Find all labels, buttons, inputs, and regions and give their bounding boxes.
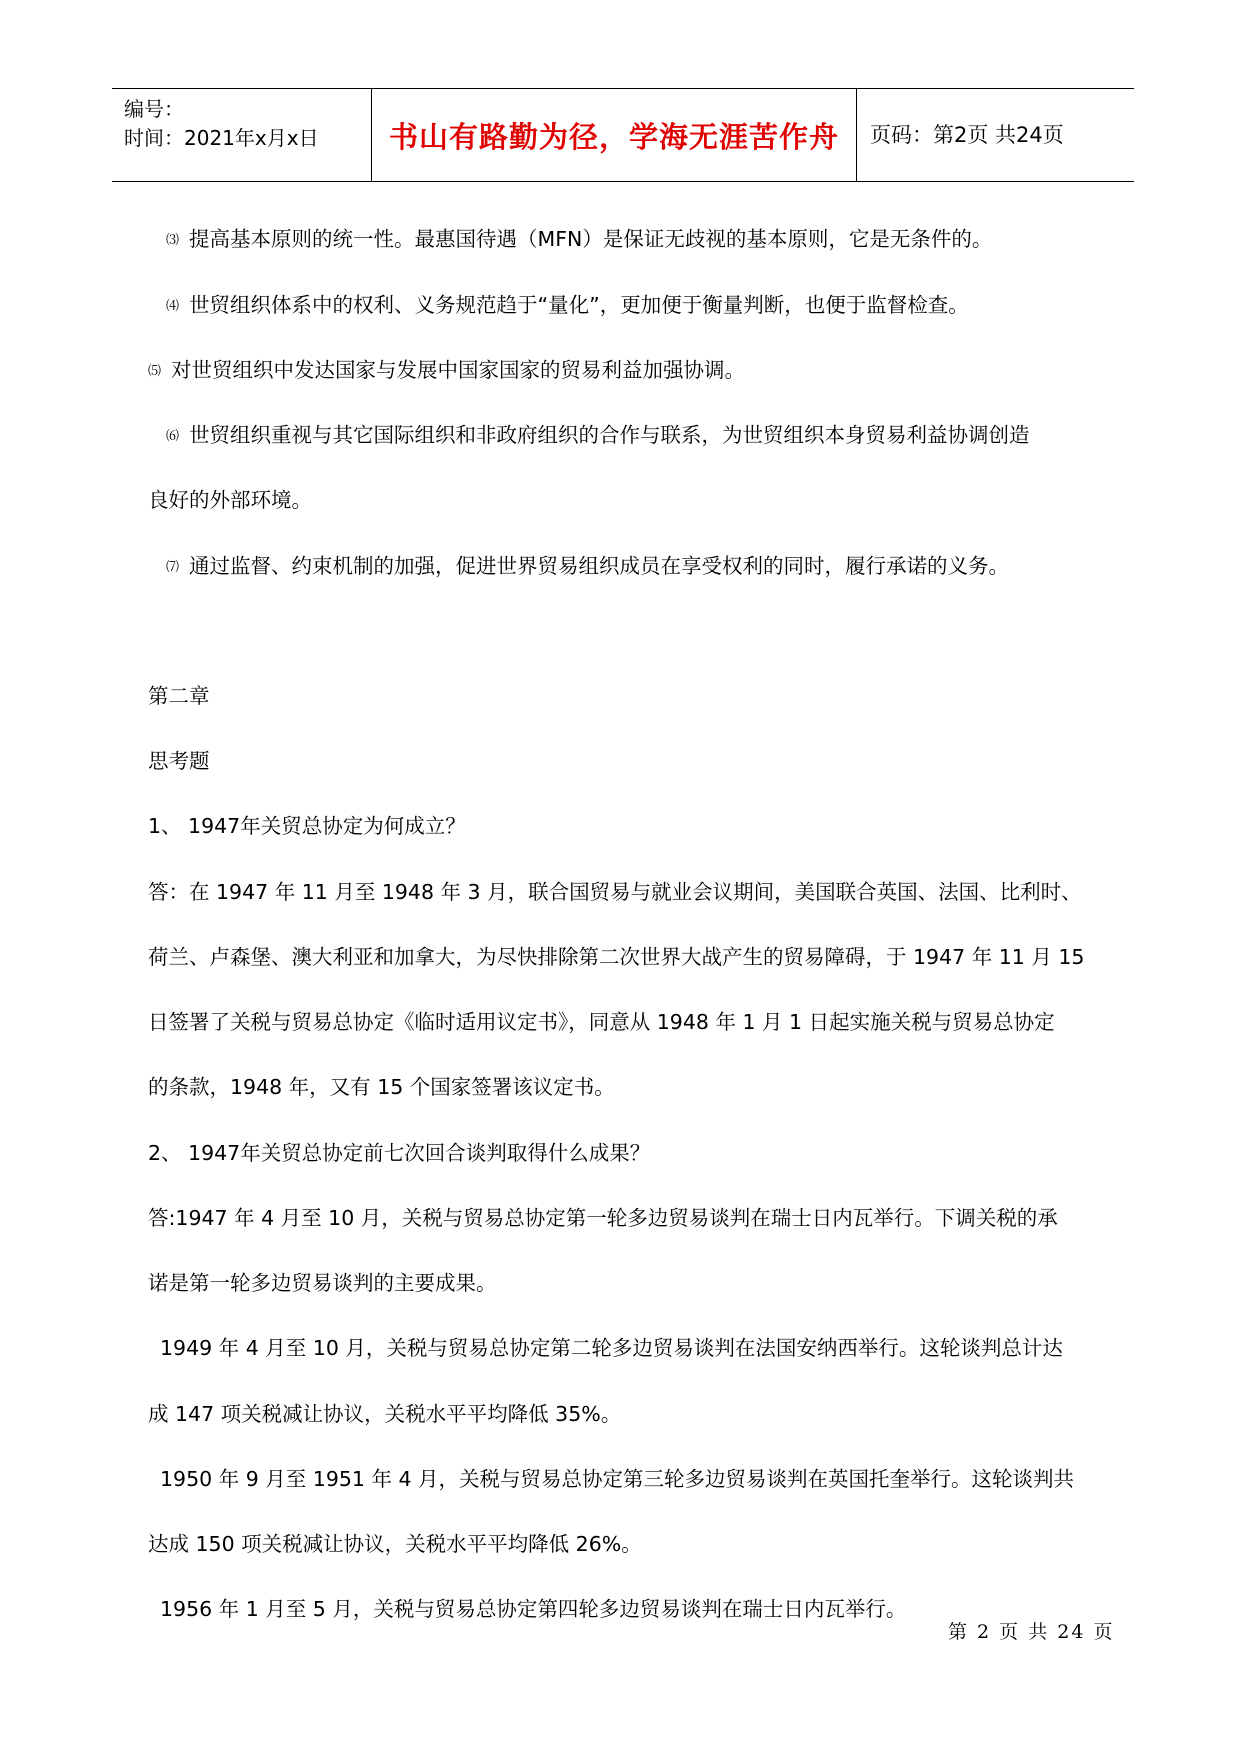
- paragraph-line: 达成 150 项关税减让协议，关税水平平均降低 26%。: [148, 1532, 642, 1556]
- header-divider: [856, 89, 857, 181]
- list-item: [166, 291, 969, 321]
- time-label: 时间：2021年x月x日: [124, 126, 319, 150]
- number-label: 编号：: [124, 97, 184, 121]
- paragraph-line: 1949 年 4 月至 10 月，关税与贸易总协定第二轮多边贸易谈判在法国安纳西举行。这轮谈判总计达: [160, 1336, 1063, 1360]
- header-motto: 书山有路勤为径，学海无涯苦作舟: [388, 119, 839, 154]
- list-item: [166, 225, 992, 255]
- paragraph-line: 1950 年 9 月至 1951 年 4 月，关税与贸易总协定第三轮多边贸易谈判在英国托奎举行。这轮谈判共: [160, 1467, 1075, 1491]
- item-number: ⑸: [148, 364, 162, 379]
- item-text: 通过监督、约束机制的加强，促进世界贸易组织成员在享受权利的同时，履行承诺的义务。: [189, 554, 1010, 578]
- item-text: 世贸组织体系中的权利、义务规范趋于“量化”，更加便于衡量判断，也便于监督检查。: [189, 293, 969, 317]
- item-text: 提高基本原则的统一性。最惠国待遇（MFN）是保证无歧视的基本原则，它是无条件的。: [189, 227, 993, 251]
- page-label: 页码：第2页 共24页: [870, 123, 1064, 147]
- header-meta: [124, 95, 319, 153]
- item-number: ⑺: [166, 560, 180, 575]
- list-item: [166, 552, 1009, 582]
- paragraph-line: 荷兰、卢森堡、澳大利亚和加拿大，为尽快排除第二次世界大战产生的贸易障碍，于 1947 年 11 月 15: [148, 945, 1085, 969]
- paragraph-line: 1956 年 1 月至 5 月，关税与贸易总协定第四轮多边贸易谈判在瑞士日内瓦举行。: [160, 1597, 907, 1621]
- item-number: ⑹: [166, 429, 180, 444]
- section-title: 思考题: [148, 749, 210, 773]
- list-item: [148, 486, 312, 514]
- chapter-title: 第二章: [148, 684, 210, 708]
- item-text: 世贸组织重视与其它国际组织和非政府组织的合作与联系，为世贸组织本身贸易利益协调创造: [189, 423, 1030, 447]
- paragraph-line: 日签署了关税与贸易总协定《临时适用议定书》，同意从 1948 年 1 月 1 日起实施关税与贸易总协定: [148, 1010, 1055, 1034]
- item-number: ⑷: [166, 299, 180, 314]
- page-header: [112, 88, 1134, 182]
- item-text: 对世贸组织中发达国家与发展中国家国家的贸易利益加强协调。: [171, 358, 746, 382]
- list-item: [148, 356, 745, 386]
- item-number: ⑶: [166, 233, 180, 248]
- paragraph-line: 成 147 项关税减让协议，关税水平平均降低 35%。: [148, 1402, 622, 1426]
- paragraph-line: 答:1947 年 4 月至 10 月，关税与贸易总协定第一轮多边贸易谈判在瑞士日内瓦举行。下调关税的承: [148, 1206, 1058, 1230]
- page-footer: 第 2 页 共 24 页: [948, 1621, 1115, 1643]
- question: 1、 1947年关贸总协定为何成立？: [148, 814, 466, 838]
- item-text: 良好的外部环境。: [148, 488, 312, 512]
- paragraph-line: 答：在 1947 年 11 月至 1948 年 3 月，联合国贸易与就业会议期间，美国联合英国、法国、比利时、: [148, 880, 1082, 904]
- question: 2、 1947年关贸总协定前七次回合谈判取得什么成果？: [148, 1141, 651, 1165]
- paragraph-line: 的条款，1948 年，又有 15 个国家签署该议定书。: [148, 1075, 615, 1099]
- paragraph-line: 诺是第一轮多边贸易谈判的主要成果。: [148, 1271, 497, 1295]
- list-item: [166, 421, 1030, 451]
